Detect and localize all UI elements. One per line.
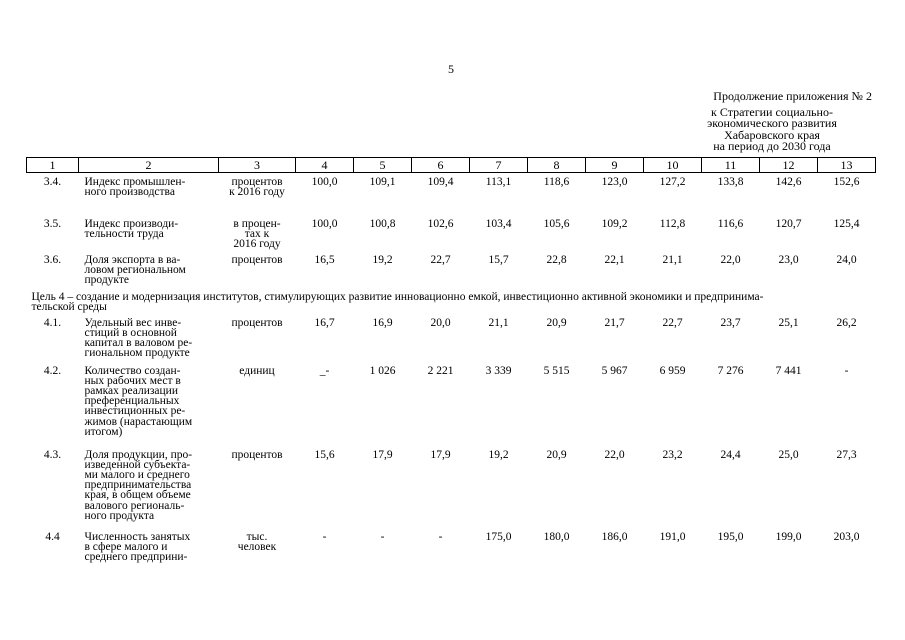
table-row [27,450,876,532]
appendix-header-line: на период до 2030 года [713,139,831,153]
indicator-value: 16,5 [314,253,335,266]
column-header: 13 [818,158,876,173]
appendix-header-line: Продолжение приложения № 2 [713,89,872,103]
indicator-value: 22,1 [604,253,625,266]
indicator-code: 3.5. [43,217,62,230]
indicator-value: 26,2 [836,316,857,329]
column-header: 10 [644,158,702,173]
indicator-unit: тыс. человек [237,530,277,553]
indicator-value: 102,6 [427,217,454,230]
indicator-code: 4.3. [43,448,62,461]
indicator-value: 22,0 [720,253,741,266]
indicator-value: 186,0 [601,530,628,543]
indicator-name: Индекс промышлен- ного производства [84,176,186,199]
indicator-name: Численность занятых в сфере малого и среднего предприни- [84,530,191,563]
indicator-unit: процентов [231,316,283,329]
appendix-header [672,91,872,153]
indicator-value: 22,0 [604,448,625,461]
appendix-header-line: экономического развития [707,116,837,130]
indicator-value: 103,4 [485,217,512,230]
indicator-name: Доля экспорта в ва- ловом региональном продукте [84,253,186,286]
column-header: 12 [760,158,818,173]
indicator-value: 24,0 [836,253,857,266]
indicator-value: - [322,530,327,543]
indicator-value: 23,0 [778,253,799,266]
indicator-value: 21,1 [488,316,509,329]
indicator-value: - [380,530,385,543]
indicator-value: 15,7 [488,253,509,266]
indicator-value: 7 441 [775,364,802,377]
appendix-header-line: к Стратегии социально- [711,104,833,119]
indicator-unit: в процен- тах к 2016 году [233,217,281,250]
indicator-code: 4.2. [43,364,62,377]
appendix-header-line: Хабаровского края [724,127,820,142]
indicator-value: 100,0 [311,217,338,230]
indicator-value: 152,6 [833,176,860,188]
indicator-value: 27,3 [836,448,857,461]
indicator-value: 23,2 [662,448,683,461]
indicator-value: 6 959 [659,364,686,377]
indicator-value: 109,1 [369,176,396,188]
indicator-code: 4.1. [43,316,62,329]
indicator-value: 105,6 [543,217,570,230]
indicator-value: 17,9 [430,448,451,461]
indicator-value: 16,9 [372,316,393,329]
table-row [27,318,876,366]
indicator-value: 15,6 [314,448,335,461]
indicator-value: 7 276 [717,364,744,377]
indicator-code: 3.4. [43,176,62,188]
indicator-value: 123,0 [601,176,628,188]
indicator-name: Индекс производи- тельности труда [84,217,179,240]
table-row [27,366,876,450]
indicator-value: 191,0 [659,530,686,543]
indicator-value: 22,8 [546,253,567,266]
indicator-value: 17,9 [372,448,393,461]
indicator-value: 20,9 [546,448,567,461]
indicator-value: 195,0 [717,530,744,543]
indicator-value: 112,8 [659,217,686,230]
indicator-unit: процентов к 2016 году [229,176,285,199]
indicator-value: 109,4 [427,176,454,188]
indicator-value: 100,0 [311,176,338,188]
indicator-value: 100,8 [369,217,396,230]
indicator-value: - [844,364,849,377]
column-header: 4 [296,158,354,173]
indicator-value: 25,1 [778,316,799,329]
indicator-code: 4.4 [45,530,60,543]
indicator-value: _- [319,364,330,377]
table-row [27,532,876,566]
indicator-value: 180,0 [543,530,570,543]
table-row [27,219,876,255]
indicators-table [26,157,876,566]
indicator-value: 5 967 [601,364,628,377]
indicator-value: 21,7 [604,316,625,329]
indicator-name: Количество создан- ных рабочих мест в рамках реализации преференциальных инвестиционных ре- жимов (нарастающим итогом) [84,364,193,438]
indicator-value: 23,7 [720,316,741,329]
indicator-value: 116,6 [717,217,744,230]
indicator-value: 199,0 [775,530,802,543]
indicator-value: 120,7 [775,217,802,230]
indicator-name: Доля продукции, про- изведенной субъекта- ми малого и среднего предпринимательства края, в общем объеме валового региональ- ного продукта [84,448,193,522]
indicator-value: 20,9 [546,316,567,329]
goal-text: Цель 4 – создание и модернизация институтов, стимулирующих развитие инновационно емкой, инвестиционно активной экономики и предпринима- тельской среды [31,290,764,313]
indicator-value: - [438,530,443,543]
indicator-value: 25,0 [778,448,799,461]
indicator-value: 22,7 [662,316,683,329]
column-header: 11 [702,158,760,173]
indicator-value: 203,0 [833,530,860,543]
indicator-value: 19,2 [372,253,393,266]
indicator-name: Удельный вес инве- стиций в основной капитал в валовом ре- гиональном продукте [84,316,193,360]
indicator-value: 16,7 [314,316,335,329]
indicator-value: 142,6 [775,176,802,188]
column-header: 2 [79,158,219,173]
column-header: 1 [27,158,79,173]
column-header: 8 [528,158,586,173]
indicator-value: 133,8 [717,176,744,188]
indicator-value: 109,2 [601,217,628,230]
indicator-value: 5 515 [543,364,570,377]
indicator-value: 21,1 [662,253,683,266]
column-header: 9 [586,158,644,173]
indicator-value: 125,4 [833,217,860,230]
indicator-value: 22,7 [430,253,451,266]
indicator-code: 3.6. [43,253,62,266]
indicator-unit: процентов [231,253,283,266]
table-row [27,255,876,292]
indicator-value: 175,0 [485,530,512,543]
page-number: 5 [448,62,454,76]
goal-row [27,292,876,318]
indicator-value: 1 026 [369,364,396,377]
indicator-value: 20,0 [430,316,451,329]
column-header: 3 [219,158,296,173]
table-row [27,173,876,219]
column-header: 5 [354,158,412,173]
column-header: 6 [412,158,470,173]
indicator-value: 19,2 [488,448,509,461]
indicator-value: 24,4 [720,448,741,461]
table-header-row [27,158,876,173]
indicator-value: 2 221 [427,364,454,377]
indicator-value: 118,6 [543,176,570,188]
column-header: 7 [470,158,528,173]
indicator-value: 113,1 [485,176,512,188]
indicator-unit: единиц [239,364,275,377]
indicator-value: 127,2 [659,176,686,188]
indicator-unit: процентов [231,448,283,461]
indicator-value: 3 339 [485,364,512,377]
